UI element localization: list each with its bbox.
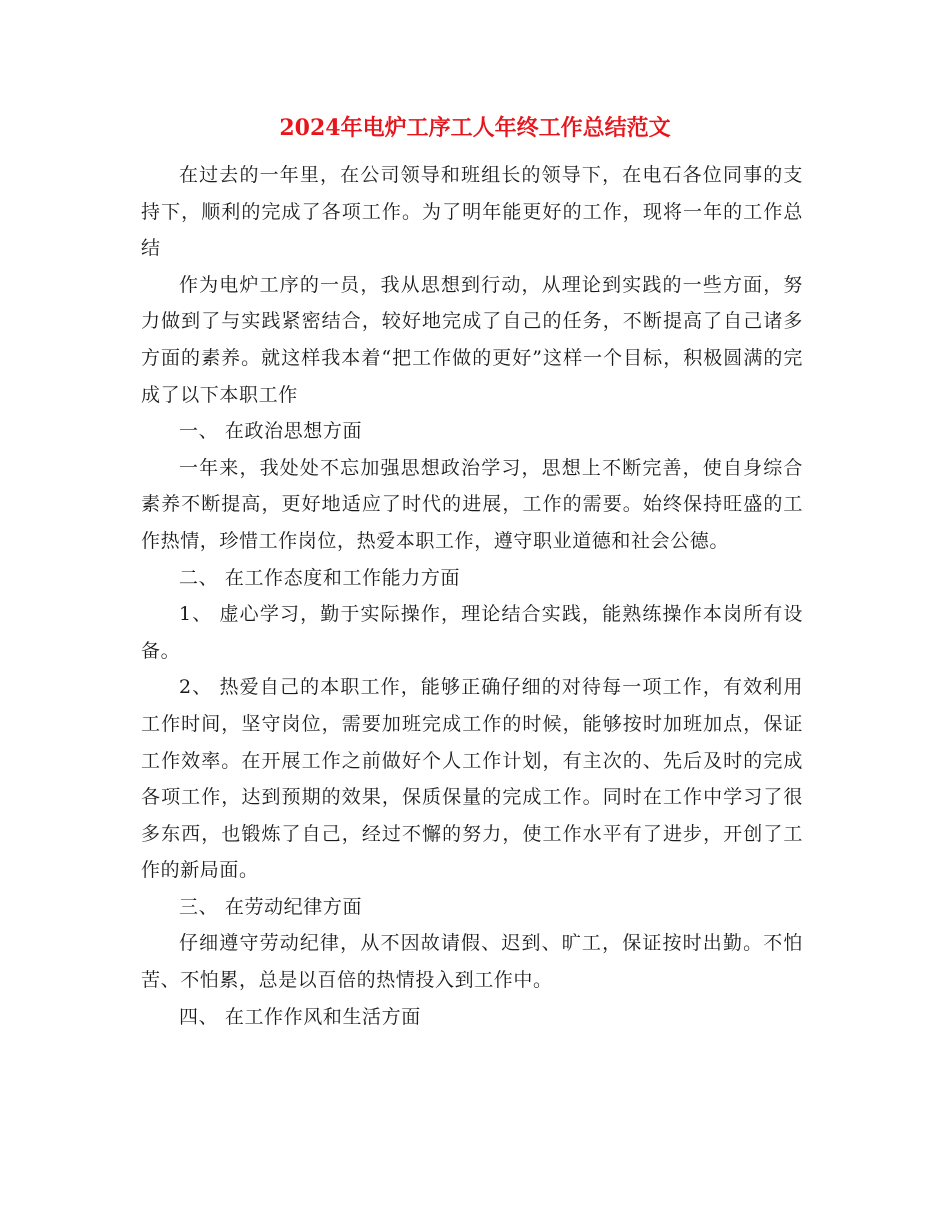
section-heading-discipline: 三、 在劳动纪律方面 <box>179 895 363 918</box>
paragraph-intro: 在过去的一年里，在公司领导和班组长的领导下，在电石各位同事的支持下，顺利的完成了各项工作。为了明年能更好的工作，现将一年的工作总结 <box>141 164 803 260</box>
document-title: 2024年电炉工序工人年终工作总结范文 <box>279 115 671 141</box>
paragraph-attitude-1: 1、 虚心学习，勤于实际操作，理论结合实践，能熟练操作本岗所有设备。 <box>141 603 803 662</box>
section-heading-attitude: 二、 在工作态度和工作能力方面 <box>179 566 461 589</box>
paragraph-discipline: 仔细遵守劳动纪律，从不因故请假、迟到、旷工，保证按时出勤。不怕苦、不怕累，总是以百倍的热情投入到工作中。 <box>141 932 803 992</box>
section-heading-style: 四、 在工作作风和生活方面 <box>179 1005 421 1028</box>
paragraph-political: 一年来，我处处不忘加强思想政治学习，思想上不断完善，使自身综合素养不断提高，更好地适应了时代的进展，工作的需要。始终保持旺盛的工作热情，珍惜工作岗位，热爱本职工作，遵守职业道德和社会公德。 <box>141 456 803 552</box>
section-heading-political: 一、 在政治思想方面 <box>179 420 363 443</box>
paragraph-attitude-2: 2、 热爱自己的本职工作，能够正确仔细的对待每一项工作，有效利用工作时间，坚守岗位，需要加班完成工作的时候，能够按时加班加点，保证工作效率。在开展工作之前做好个人工作计划，有主次的、先后及时的完成各项工作，达到预期的效果，保质保量的完成工作。同时在工作中学习了很多东西，也锻炼了自己，经过不懈的努力，使工作水平有了进步，开创了工作的新局面。 <box>141 676 803 882</box>
paragraph-overview: 作为电炉工序的一员，我从思想到行动，从理论到实践的一些方面，努力做到了与实践紧密结合，较好地完成了自己的任务，不断提高了自己诸多方面的素养。就这样我本着“把工作做的更好”这样一个目标，积极圆满的完成了以下本职工作 <box>141 273 803 406</box>
document-body <box>141 157 803 1035</box>
